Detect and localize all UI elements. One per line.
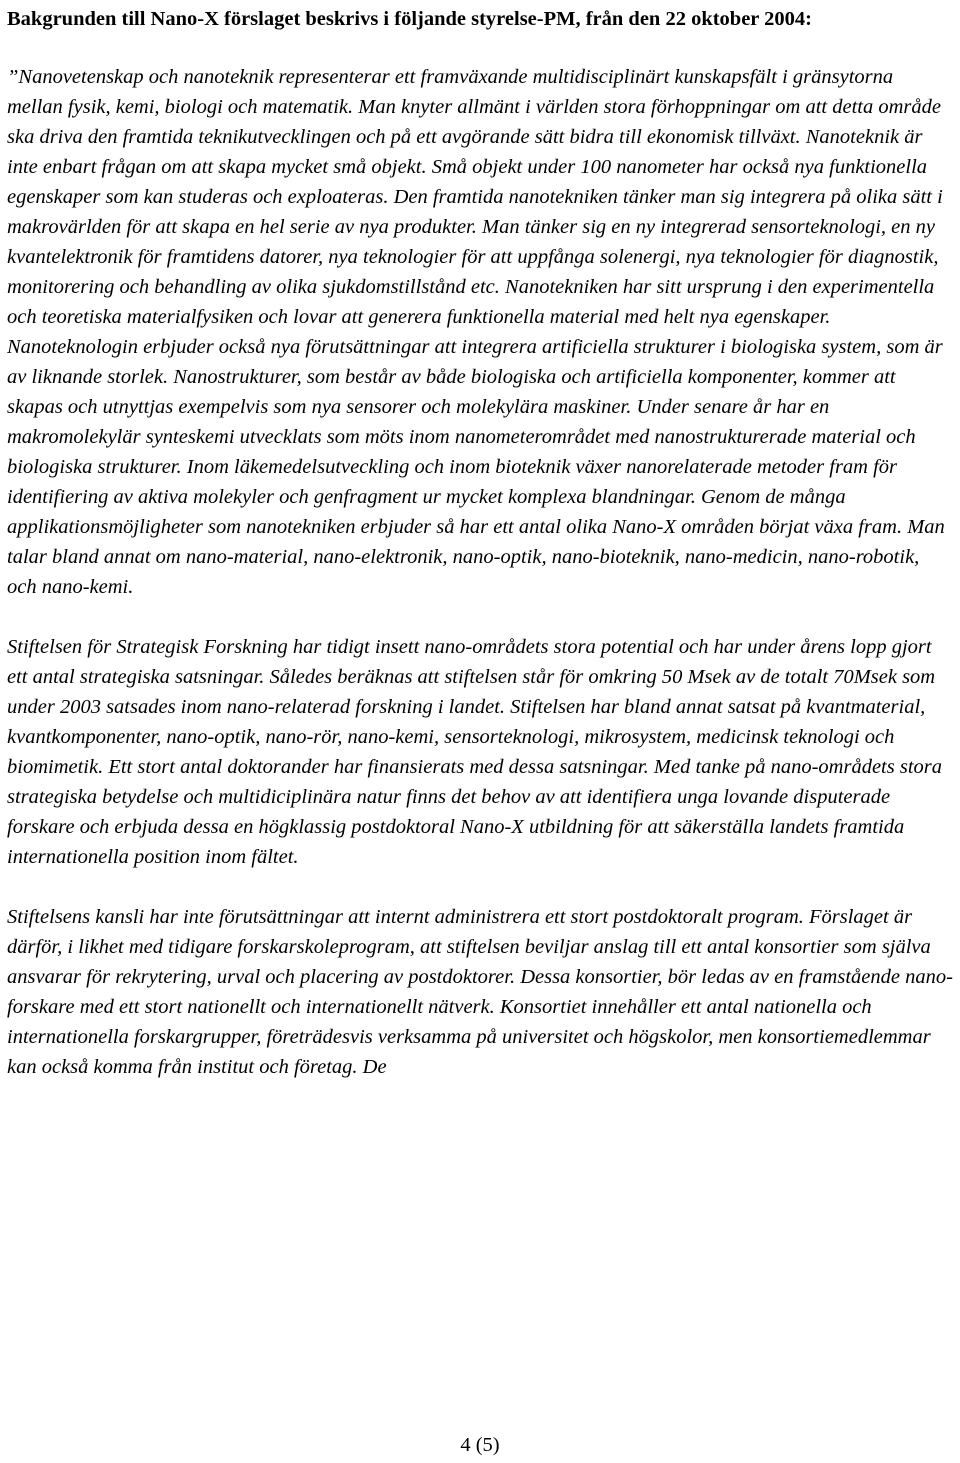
body-paragraph-1: Stiftelsen för Strategisk Forskning har tidigt insett nano-områdets stora potential och har under årens lopp gjort ett antal strategiska satsningar. Således beräknas att stiftelsen står för omkring 50 Msek av de totalt 70Msek som under 2003 satsades inom nano-relaterad forskning i landet. Stiftelsen har bland annat satsat på kvantmaterial, kvantkomponenter, nano-optik, nano-rör, nano-kemi, sensorteknologi, mikrosystem, medicinsk teknologi och biomimetik. Ett stort antal doktorander har finansierats med dessa satsningar. Med tanke på nano-områdets stora strategiska betydelse och multidiciplinära natur finns det behov av att identifiera unga lovande disputerade forskare och erbjuda dessa en högklassig postdoktoral Nano-X utbildning för att säkerställa landets framtida internationella position inom fältet.: [7, 636, 942, 868]
quote-paragraph: [7, 62, 953, 602]
document-page: [7, 0, 953, 1082]
quote-text: ”Nanovetenskap och nanoteknik representerar ett framväxande multidisciplinärt kunskapsfält i gränsytorna mellan fysik, kemi, biologi och matematik. Man knyter allmänt i världen stora förhoppningar om att detta område ska driva den framtida teknikutvecklingen och på ett avgörande sätt bidra till ekonomisk tillväxt. Nanoteknik är inte enbart frågan om att skapa mycket små objekt. Små objekt under 100 nanometer har också nya funktionella egenskaper som kan studeras och exploateras. Den framtida nanotekniken tänker man sig integrera på olika sätt i makrovärlden för att skapa en hel serie av nya produkter. Man tänker sig en ny integrerad sensorteknologi, en ny kvantelektronik för framtidens datorer, nya teknologier för att uppfånga solenergi, nya teknologier för diagnostik, monitorering och behandling av olika sjukdomstillstånd etc. Nanotekniken har sitt ursprung i den experimentella och teoretiska materialfysiken och lovar att generera funktionella material med helt nya egenskaper. Nanoteknologin erbjuder också nya förutsättningar att integrera artificiella strukturer i biologiska system, som är av liknande storlek. Nanostrukturer, som består av både biologiska och artificiella komponenter, kommer att skapas och utnyttjas exempelvis som nya sensorer och molekylära maskiner. Under senare år har en makromolekylär synteskemi utvecklats som möts inom nanometerområdet med nanostrukturerade material och biologiska strukturer. Inom läkemedelsutveckling och inom bioteknik växer nanorelaterade metoder fram för identifiering av aktiva molekyler och genfragment ur mycket komplexa blandningar. Genom de många applikationsmöjligheter som nanotekniken erbjuder så har ett antal olika Nano-X områden börjat växa fram. Man talar bland annat om nano-material, nano-elektronik, nano-optik, nano-bioteknik, nano-medicin, nano-robotik, och nano-kemi.: [7, 66, 945, 598]
section-heading: Bakgrunden till Nano-X förslaget beskrivs i följande styrelse-PM, från den 22 oktober 2004:: [7, 8, 812, 30]
body-paragraph-2: Stiftelsens kansli har inte förutsättningar att internt administrera ett stort postdoktoralt program. Förslaget är därför, i likhet med tidigare forskarskoleprogram, att stiftelsen beviljar anslag till ett antal konsortier som själva ansvarar för rekrytering, urval och placering av postdoktorer. Dessa konsortier, bör ledas av en framstående nano-forskare med ett stort nationellt och internationellt nätverk. Konsortiet innehåller ett antal nationella och internationella forskargrupper, företrädesvis verksamma på universitet och högskolor, men konsortiemedlemmar kan också komma från institut och företag. De: [7, 906, 953, 1078]
page-number: 4 (5): [460, 1434, 500, 1456]
